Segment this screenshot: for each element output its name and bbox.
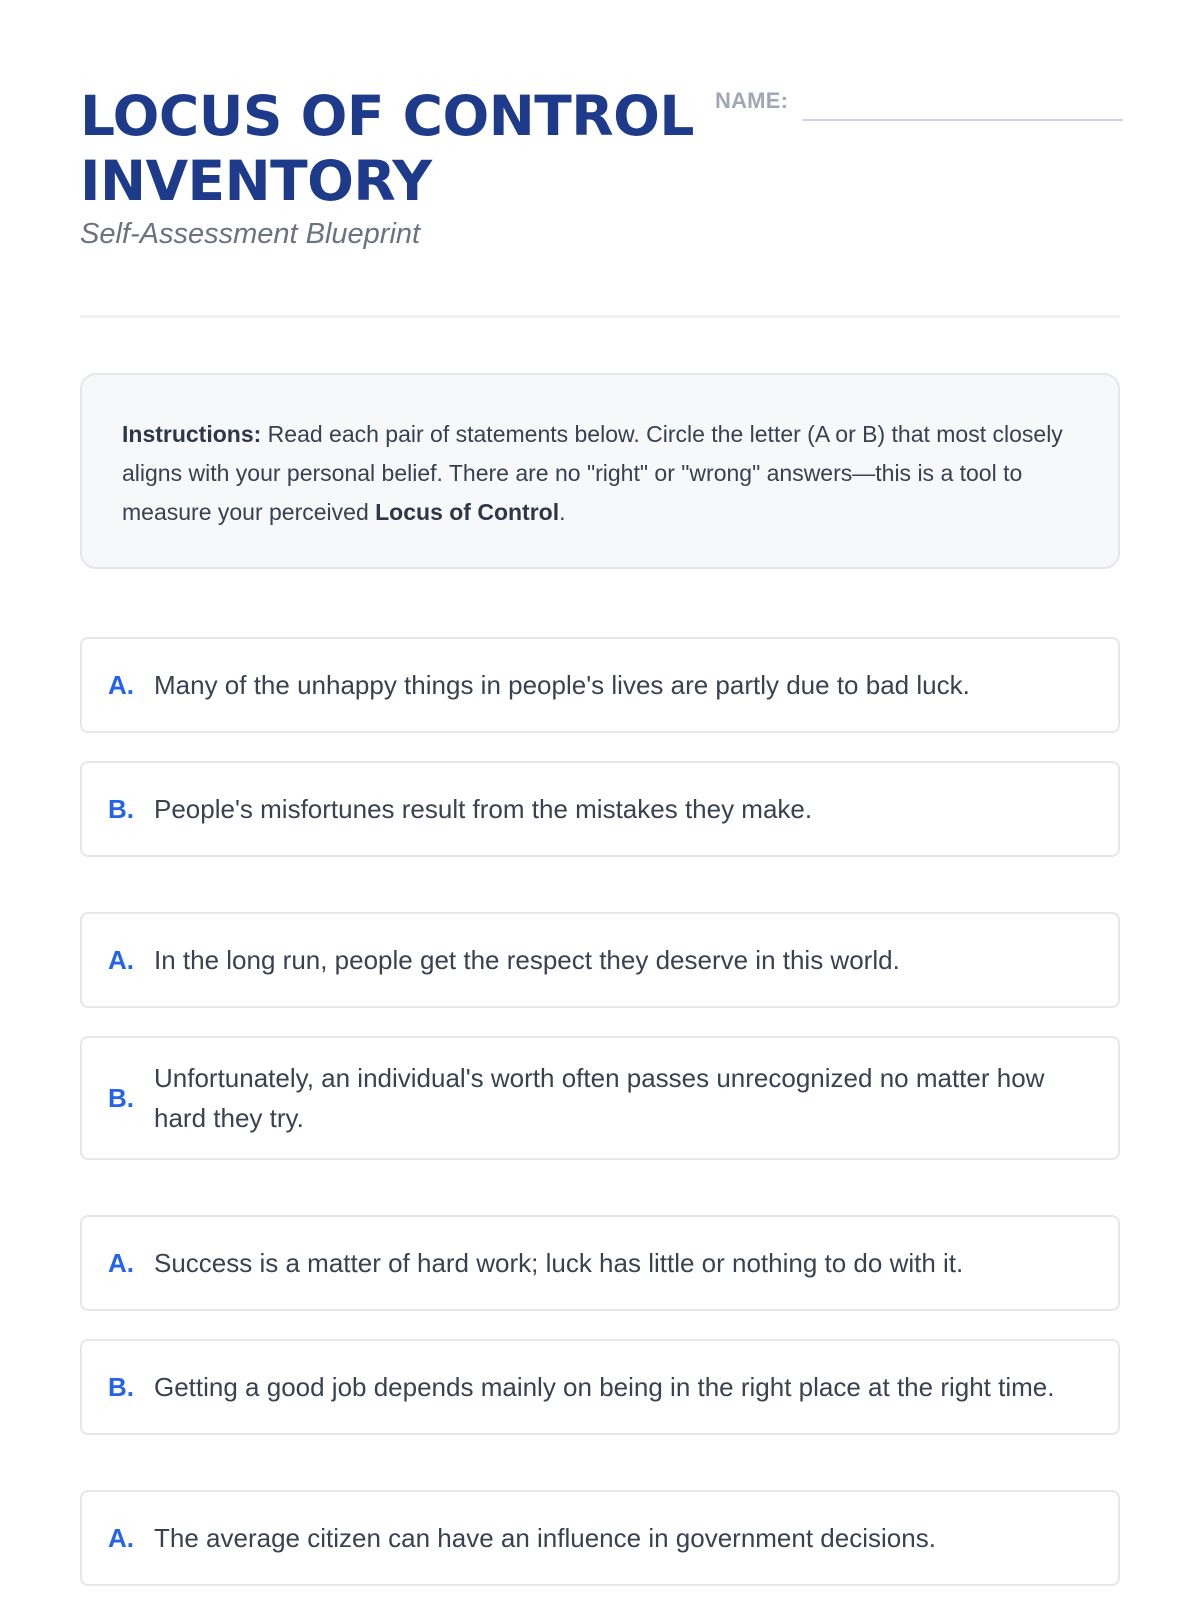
header (80, 84, 1120, 259)
statement-pair (80, 912, 1120, 1160)
name-label: NAME: (715, 88, 789, 113)
option-text: Success is a matter of hard work; luck has little or nothing to do with it. (154, 1248, 964, 1278)
instructions-text: Read each pair of statements below. Circle the letter (A or B) that most closely aligns with your personal belief. There are no "right" or "wrong" answers—this is a tool to measure your perceived (122, 421, 1063, 525)
statement-pair (80, 1490, 1120, 1586)
option-letter: A. (108, 944, 134, 975)
option-text: Getting a good job depends mainly on being in the right place at the right time. (154, 1372, 1055, 1402)
instructions-emphasis: Locus of Control (375, 499, 560, 525)
statement-pair (80, 1215, 1120, 1435)
option-letter: A. (108, 669, 134, 700)
option-b[interactable] (80, 1036, 1120, 1160)
option-a[interactable] (80, 1215, 1120, 1311)
instructions-end: . (559, 499, 566, 525)
option-text: Unfortunately, an individual's worth often passes unrecognized no matter how hard they try. (154, 1063, 1045, 1133)
statement-list (80, 637, 1120, 1600)
option-letter: B. (108, 1371, 134, 1402)
statement-pair (80, 637, 1120, 857)
option-letter: B. (108, 1082, 134, 1113)
option-a[interactable] (80, 637, 1120, 733)
option-b[interactable] (80, 1339, 1120, 1435)
instructions-box (80, 373, 1120, 569)
option-text: The average citizen can have an influence in government decisions. (154, 1523, 936, 1553)
name-field[interactable] (715, 88, 1200, 124)
name-input-line[interactable] (803, 119, 1123, 121)
header-divider (80, 315, 1120, 318)
option-letter: A. (108, 1247, 134, 1278)
option-text: People's misfortunes result from the mistakes they make. (154, 794, 813, 824)
option-text: In the long run, people get the respect they deserve in this world. (154, 945, 900, 975)
page-title: LOCUS OF CONTROL INVENTORY (80, 84, 694, 213)
option-b[interactable] (80, 761, 1120, 857)
instructions-label: Instructions: (122, 421, 262, 447)
option-letter: A. (108, 1522, 134, 1553)
option-text: Many of the unhappy things in people's lives are partly due to bad luck. (154, 670, 970, 700)
option-letter: B. (108, 793, 134, 824)
page-subtitle: Self-Assessment Blueprint (80, 218, 421, 250)
option-a[interactable] (80, 912, 1120, 1008)
option-a[interactable] (80, 1490, 1120, 1586)
